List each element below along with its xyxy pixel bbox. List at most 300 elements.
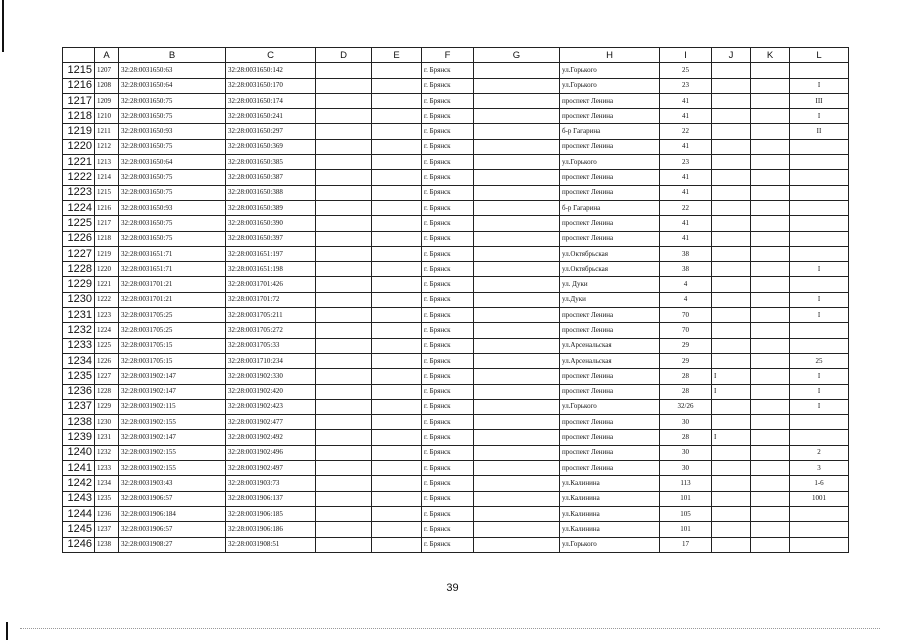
cell-a: 1225 [95,338,119,353]
cell-f: г. Брянск [422,155,474,170]
cell-b: 32:28:0031650:75 [119,231,226,246]
table-row [63,231,849,246]
cell-d [316,384,372,399]
cell-k [751,415,790,430]
cell-k [751,506,790,521]
cell-h: ул.Арсенальская [560,353,660,368]
row-number: 1236 [63,384,95,399]
table-row [63,216,849,231]
row-number: 1241 [63,461,95,476]
cell-h: проспект Ленина [560,369,660,384]
cell-d [316,277,372,292]
row-number: 1220 [63,139,95,154]
column-header-h: H [560,48,660,63]
cell-f: г. Брянск [422,262,474,277]
table-row [63,323,849,338]
cell-f: г. Брянск [422,476,474,491]
cell-c: 32:28:0031701:426 [226,277,316,292]
column-header-f: F [422,48,474,63]
cell-b: 32:28:0031650:93 [119,200,226,215]
table-row [63,384,849,399]
cell-f: г. Брянск [422,369,474,384]
cell-g [474,155,560,170]
cell-e [372,216,422,231]
cell-b: 32:28:0031902:147 [119,430,226,445]
cell-e [372,476,422,491]
cell-i: 32/26 [660,399,712,414]
cell-h: проспект Ленина [560,231,660,246]
cell-i: 101 [660,522,712,537]
cell-i: 41 [660,216,712,231]
cell-g [474,491,560,506]
cell-c: 32:28:0031650:389 [226,200,316,215]
table-row [63,522,849,537]
scan-edge-mark [6,622,8,640]
cell-k [751,139,790,154]
cell-b: 32:28:0031906:57 [119,522,226,537]
cell-b: 32:28:0031902:155 [119,461,226,476]
cell-k [751,399,790,414]
page-number: 39 [446,582,459,594]
cell-l: I [790,109,849,124]
cell-g [474,200,560,215]
cell-a: 1237 [95,522,119,537]
cell-a: 1224 [95,323,119,338]
cell-f: г. Брянск [422,231,474,246]
cell-k [751,308,790,323]
cell-c: 32:28:0031906:137 [226,491,316,506]
cell-b: 32:28:0031902:155 [119,415,226,430]
cell-f: г. Брянск [422,338,474,353]
cell-c: 32:28:0031705:33 [226,338,316,353]
cell-b: 32:28:0031705:15 [119,338,226,353]
row-number: 1237 [63,399,95,414]
cell-j: I [712,384,751,399]
cell-h: проспект Ленина [560,430,660,445]
cell-j [712,323,751,338]
cell-j [712,461,751,476]
cell-b: 32:28:0031705:15 [119,353,226,368]
cell-l: I [790,78,849,93]
cell-g [474,476,560,491]
cell-d [316,491,372,506]
cell-c: 32:28:0031701:72 [226,292,316,307]
cell-g [474,170,560,185]
cell-g [474,231,560,246]
cell-c: 32:28:0031902:330 [226,369,316,384]
cell-g [474,308,560,323]
cell-h: ул.Горького [560,63,660,78]
cell-l [790,200,849,215]
corner-cell [63,48,95,63]
cell-c: 32:28:0031902:477 [226,415,316,430]
row-number: 1228 [63,262,95,277]
row-number: 1223 [63,185,95,200]
cell-l: I [790,384,849,399]
cell-e [372,338,422,353]
cell-i: 38 [660,262,712,277]
cell-f: г. Брянск [422,415,474,430]
cell-b: 32:28:0031902:147 [119,384,226,399]
row-number: 1230 [63,292,95,307]
cell-i: 29 [660,338,712,353]
cell-l [790,323,849,338]
cell-l: 1001 [790,491,849,506]
cell-b: 32:28:0031650:64 [119,78,226,93]
cell-c: 32:28:0031902:420 [226,384,316,399]
cell-k [751,170,790,185]
cell-d [316,476,372,491]
row-number: 1221 [63,155,95,170]
cell-a: 1207 [95,63,119,78]
cell-l [790,185,849,200]
row-number: 1246 [63,537,95,552]
cell-j: I [712,369,751,384]
cell-j [712,139,751,154]
row-number: 1235 [63,369,95,384]
cell-i: 41 [660,139,712,154]
cell-j [712,63,751,78]
cell-e [372,170,422,185]
cell-c: 32:28:0031710:234 [226,353,316,368]
cell-l [790,338,849,353]
cell-g [474,292,560,307]
cell-h: проспект Ленина [560,445,660,460]
cell-h: ул.Горького [560,78,660,93]
cell-b: 32:28:0031650:75 [119,139,226,154]
row-number: 1225 [63,216,95,231]
cell-k [751,537,790,552]
cell-c: 32:28:0031650:390 [226,216,316,231]
column-header-row [63,48,849,63]
cell-b: 32:28:0031705:25 [119,308,226,323]
cell-k [751,476,790,491]
cell-e [372,506,422,521]
cell-b: 32:28:0031705:25 [119,323,226,338]
cell-a: 1220 [95,262,119,277]
cell-f: г. Брянск [422,430,474,445]
cell-k [751,445,790,460]
cell-j [712,537,751,552]
cell-f: г. Брянск [422,170,474,185]
cell-j [712,308,751,323]
cell-j [712,109,751,124]
cell-k [751,231,790,246]
row-number: 1218 [63,109,95,124]
cell-f: г. Брянск [422,78,474,93]
cell-i: 41 [660,185,712,200]
cell-k [751,63,790,78]
cell-b: 32:28:0031908:27 [119,537,226,552]
cell-d [316,262,372,277]
cell-l: I [790,262,849,277]
cell-l: 25 [790,353,849,368]
table-row [63,155,849,170]
cell-d [316,170,372,185]
cell-b: 32:28:0031650:75 [119,216,226,231]
cell-e [372,522,422,537]
cell-a: 1222 [95,292,119,307]
row-number: 1243 [63,491,95,506]
cell-f: г. Брянск [422,491,474,506]
cell-c: 32:28:0031906:186 [226,522,316,537]
cell-l [790,277,849,292]
cell-c: 32:28:0031651:197 [226,246,316,261]
cell-j [712,338,751,353]
scan-artifact-line [20,628,880,629]
cell-f: г. Брянск [422,139,474,154]
cell-l: I [790,308,849,323]
cell-d [316,78,372,93]
cell-k [751,93,790,108]
cell-e [372,308,422,323]
cell-i: 30 [660,461,712,476]
cell-b: 32:28:0031650:75 [119,93,226,108]
cell-d [316,537,372,552]
cell-b: 32:28:0031902:155 [119,445,226,460]
cell-c: 32:28:0031650:387 [226,170,316,185]
cell-f: г. Брянск [422,445,474,460]
table-row [63,170,849,185]
cell-e [372,63,422,78]
cell-d [316,353,372,368]
cell-l [790,139,849,154]
cell-l: II [790,124,849,139]
cell-d [316,430,372,445]
cell-i: 22 [660,200,712,215]
cell-c: 32:28:0031650:385 [226,155,316,170]
cell-i: 4 [660,277,712,292]
cell-h: проспект Ленина [560,185,660,200]
cell-f: г. Брянск [422,292,474,307]
cell-i: 23 [660,78,712,93]
cell-j: I [712,430,751,445]
cell-i: 105 [660,506,712,521]
cell-c: 32:28:0031650:369 [226,139,316,154]
cell-l [790,63,849,78]
cell-j [712,415,751,430]
cell-j [712,231,751,246]
cell-h: ул. Дуки [560,277,660,292]
cell-a: 1223 [95,308,119,323]
cell-b: 32:28:0031906:184 [119,506,226,521]
cell-a: 1214 [95,170,119,185]
table-row [63,430,849,445]
cell-f: г. Брянск [422,185,474,200]
cell-e [372,277,422,292]
cell-a: 1235 [95,491,119,506]
cell-h: ул.Октябрьская [560,246,660,261]
cell-b: 32:28:0031650:93 [119,124,226,139]
cell-d [316,124,372,139]
cell-f: г. Брянск [422,200,474,215]
cell-l [790,231,849,246]
cell-c: 32:28:0031650:241 [226,109,316,124]
cell-d [316,185,372,200]
cell-d [316,338,372,353]
cell-a: 1210 [95,109,119,124]
spreadsheet-table [62,47,849,553]
cell-a: 1215 [95,185,119,200]
cell-l [790,246,849,261]
cell-j [712,246,751,261]
cell-i: 41 [660,93,712,108]
cell-k [751,262,790,277]
cell-i: 30 [660,445,712,460]
cell-h: проспект Ленина [560,308,660,323]
cell-g [474,216,560,231]
cell-c: 32:28:0031705:272 [226,323,316,338]
row-number: 1222 [63,170,95,185]
cell-b: 32:28:0031651:71 [119,246,226,261]
cell-c: 32:28:0031902:497 [226,461,316,476]
cell-e [372,445,422,460]
cell-l [790,430,849,445]
cell-k [751,323,790,338]
cell-h: ул.Калинина [560,506,660,521]
cell-a: 1213 [95,155,119,170]
cell-b: 32:28:0031651:71 [119,262,226,277]
cell-c: 32:28:0031902:423 [226,399,316,414]
cell-h: проспект Ленина [560,139,660,154]
cell-g [474,415,560,430]
cell-h: проспект Ленина [560,170,660,185]
cell-f: г. Брянск [422,353,474,368]
table-row [63,78,849,93]
cell-d [316,461,372,476]
cell-l [790,506,849,521]
cell-h: проспект Ленина [560,415,660,430]
cell-i: 30 [660,415,712,430]
cell-l: 3 [790,461,849,476]
row-number: 1227 [63,246,95,261]
cell-i: 101 [660,491,712,506]
table-row [63,124,849,139]
cell-j [712,93,751,108]
cell-k [751,461,790,476]
cell-a: 1218 [95,231,119,246]
cell-h: ул.Арсенальская [560,338,660,353]
cell-l [790,537,849,552]
column-header-i: I [660,48,712,63]
cell-e [372,246,422,261]
cell-k [751,200,790,215]
cell-e [372,384,422,399]
cell-g [474,338,560,353]
table-row [63,200,849,215]
column-header-k: K [751,48,790,63]
column-header-a: A [95,48,119,63]
cell-a: 1228 [95,384,119,399]
cell-g [474,537,560,552]
cell-e [372,537,422,552]
table-row [63,246,849,261]
cell-g [474,522,560,537]
cell-l: 2 [790,445,849,460]
table-row [63,399,849,414]
cell-e [372,415,422,430]
cell-b: 32:28:0031650:64 [119,155,226,170]
cell-j [712,262,751,277]
cell-h: ул.Горького [560,155,660,170]
cell-j [712,170,751,185]
cell-f: г. Брянск [422,63,474,78]
cell-e [372,78,422,93]
cell-g [474,109,560,124]
cell-a: 1209 [95,93,119,108]
cell-f: г. Брянск [422,522,474,537]
column-header-c: C [226,48,316,63]
cell-j [712,200,751,215]
cell-d [316,155,372,170]
cell-h: ул.Калинина [560,491,660,506]
cell-k [751,216,790,231]
cell-g [474,124,560,139]
table-row [63,369,849,384]
table-row [63,308,849,323]
cell-b: 32:28:0031650:63 [119,63,226,78]
cell-e [372,292,422,307]
cell-h: проспект Ленина [560,384,660,399]
cell-f: г. Брянск [422,246,474,261]
column-header-j: J [712,48,751,63]
cell-k [751,430,790,445]
table-row [63,461,849,476]
cell-c: 32:28:0031650:170 [226,78,316,93]
cell-a: 1232 [95,445,119,460]
cell-c: 32:28:0031902:496 [226,445,316,460]
cell-g [474,445,560,460]
cell-a: 1234 [95,476,119,491]
cell-a: 1238 [95,537,119,552]
table-row [63,93,849,108]
cell-g [474,277,560,292]
table-row [63,185,849,200]
table-row [63,262,849,277]
cell-j [712,185,751,200]
cell-e [372,461,422,476]
row-number: 1219 [63,124,95,139]
cell-e [372,262,422,277]
cell-b: 32:28:0031903:43 [119,476,226,491]
cell-i: 28 [660,384,712,399]
table-row [63,63,849,78]
cell-a: 1226 [95,353,119,368]
cell-d [316,109,372,124]
cell-e [372,323,422,338]
table-row [63,445,849,460]
cell-c: 32:28:0031650:174 [226,93,316,108]
cell-h: б-р Гагарина [560,200,660,215]
cell-j [712,216,751,231]
row-number: 1240 [63,445,95,460]
cell-l [790,415,849,430]
row-number: 1233 [63,338,95,353]
cell-d [316,200,372,215]
table-row [63,415,849,430]
cell-i: 41 [660,170,712,185]
cell-f: г. Брянск [422,277,474,292]
cell-k [751,124,790,139]
cell-a: 1219 [95,246,119,261]
cell-f: г. Брянск [422,323,474,338]
cell-l [790,170,849,185]
cell-k [751,292,790,307]
table-row [63,338,849,353]
cell-g [474,185,560,200]
cell-f: г. Брянск [422,124,474,139]
cell-a: 1221 [95,277,119,292]
